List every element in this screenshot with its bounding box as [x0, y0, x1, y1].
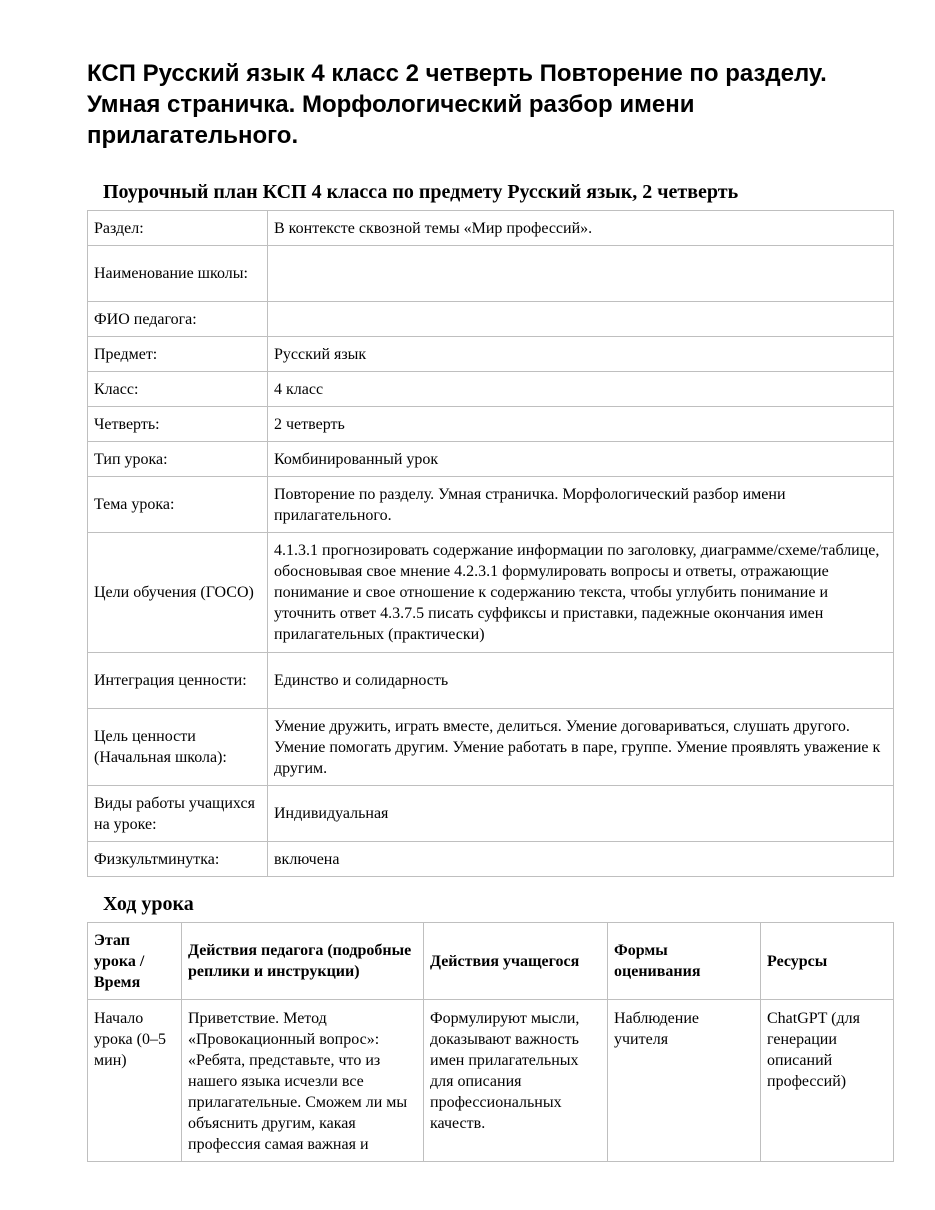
plan-value: Умение дружить, играть вместе, делиться. Умение договариваться, слушать другого. Умение помогать другим. Умение работать в паре, группе. Умение проявлять уважение к другим.	[268, 709, 894, 786]
course-header-resources: Ресурсы	[761, 923, 894, 1000]
plan-label: Четверть:	[88, 407, 268, 442]
plan-label: ФИО педагога:	[88, 302, 268, 337]
plan-row-objectives	[88, 533, 894, 653]
plan-value: включена	[268, 842, 894, 877]
plan-value: Комбинированный урок	[268, 442, 894, 477]
plan-row-value-goal	[88, 709, 894, 786]
course-resources: ChatGPT (для генерации описаний профессий)	[761, 1000, 894, 1162]
plan-row-work-types	[88, 786, 894, 842]
plan-value: 2 четверть	[268, 407, 894, 442]
plan-value	[268, 246, 894, 302]
course-header-teacher: Действия педагога (подробные реплики и инструкции)	[182, 923, 424, 1000]
course-header-student: Действия учащегося	[424, 923, 608, 1000]
plan-value: Индивидуальная	[268, 786, 894, 842]
plan-value: Повторение по разделу. Умная страничка. Морфологический разбор имени прилагательного.	[268, 477, 894, 533]
plan-label: Предмет:	[88, 337, 268, 372]
plan-row-value-integration	[88, 653, 894, 709]
course-header-assessment: Формы оценивания	[608, 923, 761, 1000]
plan-value	[268, 302, 894, 337]
plan-label: Физкультминутка:	[88, 842, 268, 877]
course-row	[88, 1000, 894, 1162]
plan-row-lesson-type	[88, 442, 894, 477]
plan-row-subject	[88, 337, 894, 372]
plan-label: Тема урока:	[88, 477, 268, 533]
plan-label: Интеграция ценности:	[88, 653, 268, 709]
plan-label: Тип урока:	[88, 442, 268, 477]
plan-label: Цели обучения (ГОСО)	[88, 533, 268, 653]
course-teacher-actions: Приветствие. Метод «Провокационный вопрос»: «Ребята, представьте, что из нашего языка исчезли все прилагательные. Сможем ли мы объяснить другим, какая профессия самая важная и	[182, 1000, 424, 1162]
plan-row-quarter	[88, 407, 894, 442]
plan-label: Цель ценности (Начальная школа):	[88, 709, 268, 786]
plan-label: Класс:	[88, 372, 268, 407]
course-heading: Ход урока	[103, 893, 194, 915]
plan-label: Виды работы учащихся на уроке:	[88, 786, 268, 842]
plan-row-teacher	[88, 302, 894, 337]
plan-label: Наименование школы:	[88, 246, 268, 302]
plan-row-school	[88, 246, 894, 302]
plan-label: Раздел:	[88, 211, 268, 246]
plan-value: Русский язык	[268, 337, 894, 372]
plan-value: 4.1.3.1 прогнозировать содержание информации по заголовку, диаграмме/схеме/таблице, обосновывая свое мнение 4.2.3.1 формулировать вопросы и ответы, отражающие понимание и свое отношение к содержанию текста, чтобы углубить понимание и уточнить ответ 4.3.7.5 писать суффиксы и приставки, падежные окончания имен прилагательных (практически)	[268, 533, 894, 653]
course-assessment: Наблюдение учителя	[608, 1000, 761, 1162]
plan-value: В контексте сквозной темы «Мир профессий».	[268, 211, 894, 246]
plan-heading: Поурочный план КСП 4 класса по предмету Русский язык, 2 четверть	[103, 181, 739, 203]
plan-row-grade	[88, 372, 894, 407]
course-student-actions: Формулируют мысли, доказывают важность имен прилагательных для описания профессиональных качеств.	[424, 1000, 608, 1162]
course-stage: Начало урока (0–5 мин)	[88, 1000, 182, 1162]
course-header-stage: Этап урока / Время	[88, 923, 182, 1000]
plan-value: Единство и солидарность	[268, 653, 894, 709]
plan-row-section	[88, 211, 894, 246]
document-title: КСП Русский язык 4 класс 2 четверть Повторение по разделу. Умная страничка. Морфологический разбор имени прилагательного.	[87, 60, 827, 149]
lesson-course-table	[87, 922, 894, 1162]
plan-value: 4 класс	[268, 372, 894, 407]
plan-row-topic	[88, 477, 894, 533]
course-header-row	[88, 923, 894, 1000]
plan-row-pe-break	[88, 842, 894, 877]
lesson-plan-table	[87, 210, 894, 877]
